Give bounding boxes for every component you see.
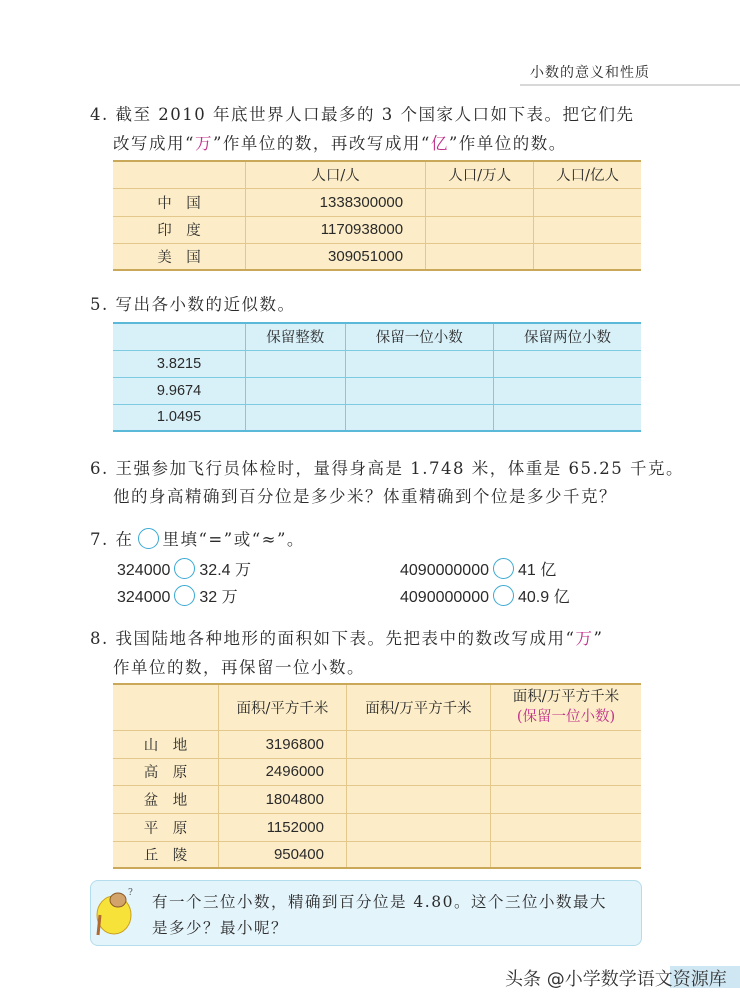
answer-circle[interactable]	[174, 585, 195, 606]
answer-cell[interactable]	[347, 785, 491, 813]
table-row	[113, 188, 641, 216]
q4-line1: 4. 截至 2010 年底世界人口最多的 3 个国家人口如下表。把它们先	[90, 105, 635, 124]
header-cell: 人口/万人	[426, 161, 534, 188]
tip-line1: 有一个三位小数，精确到百分位是 4.80。这个三位小数最大	[152, 893, 607, 911]
header-cell: 保留整数	[246, 323, 346, 350]
q7-line1	[90, 526, 305, 550]
answer-cell[interactable]	[534, 216, 641, 243]
terrain-cell: 高 原	[113, 758, 219, 785]
terrain-cell: 平 原	[113, 813, 219, 841]
q7-item	[400, 557, 556, 580]
answer-cell[interactable]	[426, 188, 534, 216]
q8-unit-wan: 万	[575, 629, 594, 648]
answer-cell[interactable]	[347, 758, 491, 785]
q7-right: 32.4 万	[199, 562, 251, 579]
answer-cell[interactable]	[426, 243, 534, 270]
table-row	[113, 813, 641, 841]
q8-line1	[90, 625, 603, 649]
answer-cell[interactable]	[491, 841, 642, 868]
q6-line2: 他的身高精确到百分位是多少米？体重精确到个位是多少千克？	[113, 487, 617, 506]
table-row	[113, 785, 641, 813]
q7-right: 40.9 亿	[517, 589, 570, 606]
q7-item	[400, 584, 570, 607]
decimal-cell: 1.0495	[113, 404, 246, 431]
answer-circle[interactable]	[174, 558, 195, 579]
header-cell: 保留一位小数	[345, 323, 493, 350]
answer-cell[interactable]	[534, 188, 641, 216]
svg-text:?: ?	[128, 888, 133, 898]
watermark: 头条 @小学数学语文资源库	[505, 969, 727, 990]
header-note: (保留一位小数)	[516, 709, 616, 726]
q4-text: ”作单位的数，再改写成用“	[212, 134, 431, 153]
answer-circle[interactable]	[493, 585, 514, 606]
mascot-icon	[94, 885, 138, 939]
answer-cell[interactable]	[426, 216, 534, 243]
approximation-table	[113, 322, 641, 432]
q8-line2: 作单位的数，再保留一位小数。	[113, 658, 365, 677]
header-rule	[520, 84, 740, 86]
q4-line2	[113, 130, 567, 154]
header-cell: 人口/人	[246, 161, 426, 188]
answer-cell[interactable]	[246, 377, 346, 404]
q8-text: 8. 我国陆地各种地形的面积如下表。先把表中的数改写成用“	[90, 629, 576, 648]
q7-item	[117, 584, 238, 607]
chapter-title: 小数的意义和性质	[530, 65, 650, 81]
value-cell: 3196800	[219, 730, 347, 758]
answer-circle[interactable]	[493, 558, 514, 579]
table-row	[113, 730, 641, 758]
answer-cell[interactable]	[491, 785, 642, 813]
value-cell: 2496000	[219, 758, 347, 785]
answer-cell[interactable]	[246, 404, 346, 431]
q4-unit-wan: 万	[194, 134, 213, 153]
q7-item	[117, 557, 251, 580]
country-cell: 印 度	[113, 216, 246, 243]
country-cell: 中 国	[113, 188, 246, 216]
header-cell: 人口/亿人	[534, 161, 641, 188]
value-cell: 1804800	[219, 785, 347, 813]
terrain-cell: 丘 陵	[113, 841, 219, 868]
population-table	[113, 160, 641, 271]
terrain-table	[113, 683, 641, 869]
country-cell: 美 国	[113, 243, 246, 270]
table-row	[113, 758, 641, 785]
answer-cell[interactable]	[246, 350, 346, 377]
header-cell	[113, 684, 219, 730]
header-cell: 面积/平方千米	[219, 684, 347, 730]
terrain-cell: 山 地	[113, 730, 219, 758]
answer-cell[interactable]	[493, 350, 641, 377]
table-row	[113, 350, 641, 377]
header-cell: 面积/万平方千米	[347, 684, 491, 730]
answer-cell[interactable]	[345, 350, 493, 377]
header-text: 面积/万平方千米	[512, 689, 620, 706]
header-cell	[113, 323, 246, 350]
q5-line1: 5. 写出各小数的近似数。	[90, 295, 296, 314]
answer-cell[interactable]	[345, 377, 493, 404]
value-cell: 1170938000	[246, 216, 426, 243]
table-row	[113, 216, 641, 243]
decimal-cell: 3.8215	[113, 350, 246, 377]
value-cell: 1338300000	[246, 188, 426, 216]
value-cell: 309051000	[246, 243, 426, 270]
q7-right: 41 亿	[517, 562, 557, 579]
table-row	[113, 404, 641, 431]
q6-line1: 6. 王强参加飞行员体检时，量得身高是 1.748 米，体重是 65.25 千克。	[90, 459, 684, 478]
q4-unit-yi: 亿	[430, 134, 449, 153]
table-row	[113, 841, 641, 868]
q7-left: 4090000000	[400, 562, 489, 579]
q8-text: ”	[593, 629, 604, 648]
value-cell: 1152000	[219, 813, 347, 841]
answer-cell[interactable]	[345, 404, 493, 431]
q7-text: 里填“=”或“≈”。	[162, 530, 305, 549]
q7-left: 4090000000	[400, 589, 489, 606]
value-cell: 950400	[219, 841, 347, 868]
terrain-cell: 盆 地	[113, 785, 219, 813]
answer-cell[interactable]	[493, 404, 641, 431]
answer-cell[interactable]	[347, 813, 491, 841]
answer-cell[interactable]	[347, 841, 491, 868]
q4-text: ”作单位的数。	[448, 134, 567, 153]
answer-cell[interactable]	[347, 730, 491, 758]
answer-cell[interactable]	[491, 730, 642, 758]
answer-cell[interactable]	[534, 243, 641, 270]
q7-left: 324000	[117, 562, 171, 579]
header-cell: 保留两位小数	[493, 323, 641, 350]
q7-text: 7. 在	[90, 530, 134, 549]
q4-text: 改写成用“	[113, 134, 195, 153]
table-row	[113, 377, 641, 404]
answer-cell[interactable]	[493, 377, 641, 404]
tip-line2: 是多少？最小呢？	[152, 919, 289, 937]
circle-blank-icon	[138, 528, 159, 549]
answer-cell[interactable]	[491, 758, 642, 785]
q7-left: 324000	[117, 589, 171, 606]
decimal-cell: 9.9674	[113, 377, 246, 404]
table-row	[113, 243, 641, 270]
header-cell	[113, 161, 246, 188]
header-cell	[491, 684, 642, 730]
answer-cell[interactable]	[491, 813, 642, 841]
q7-right: 32 万	[199, 589, 238, 606]
